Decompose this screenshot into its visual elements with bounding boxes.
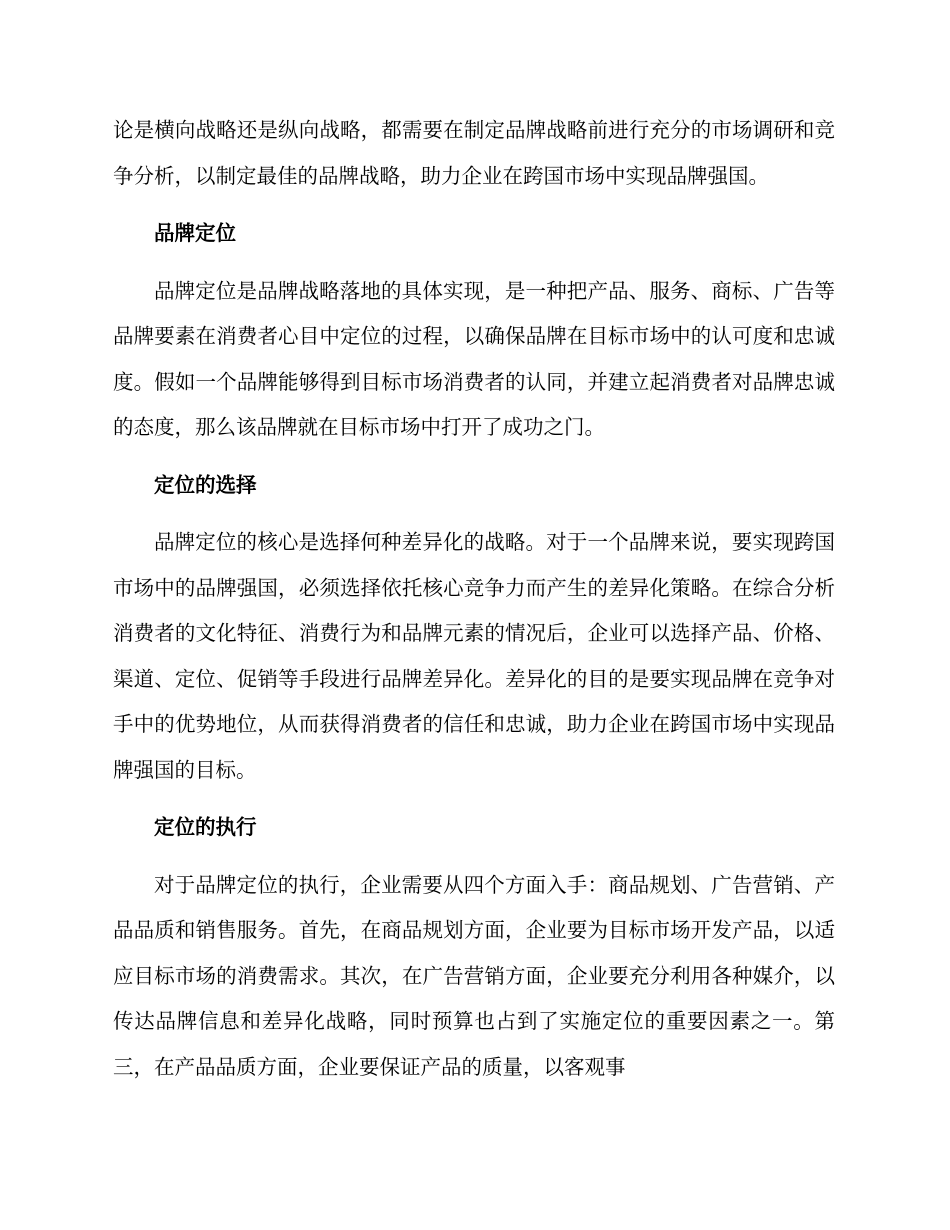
heading-positioning-choice: 定位的选择: [154, 472, 257, 497]
document-body: [113, 108, 835, 1090]
paragraph-positioning-execution: 对于品牌定位的执行，企业需要从四个方面入手：商品规划、广告营销、产品品质和销售服务。首先，在商品规划方面，企业要为目标市场开发产品，以适应目标市场的消费需求。其次，在广告营销方面，企业要充分利用各种媒介，以传达品牌信息和差异化战略，同时预算也占到了实施定位的重要因素之一。第三，在产品品质方面，企业要保证产品的质量，以客观事: [113, 872, 835, 1079]
paragraph-positioning-choice: 品牌定位的核心是选择何种差异化的战略。对于一个品牌来说，要实现跨国市场中的品牌强国，必须选择依托核心竞争力而产生的差异化策略。在综合分析消费者的文化特征、消费行为和品牌元素的情况后，企业可以选择产品、价格、渠道、定位、促销等手段进行品牌差异化。差异化的目的是要实现品牌在竞争对手中的优势地位，从而获得消费者的信任和忠诚，助力企业在跨国市场中实现品牌强国的目标。: [113, 530, 835, 782]
heading-positioning-execution: 定位的执行: [154, 815, 257, 839]
paragraph-intro-continued: 论是横向战略还是纵向战略，都需要在制定品牌战略前进行充分的市场调研和竞争分析，以制定最佳的品牌战略，助力企业在跨国市场中实现品牌强国。: [113, 118, 835, 188]
paragraph-brand-positioning: 品牌定位是品牌战略落地的具体实现，是一种把产品、服务、商标、广告等品牌要素在消费者心目中定位的过程，以确保品牌在目标市场中的认可度和忠诚度。假如一个品牌能够得到目标市场消费者的认同，并建立起消费者对品牌忠诚的态度，那么该品牌就在目标市场中打开了成功之门。: [113, 278, 835, 439]
heading-brand-positioning: 品牌定位: [154, 221, 236, 245]
